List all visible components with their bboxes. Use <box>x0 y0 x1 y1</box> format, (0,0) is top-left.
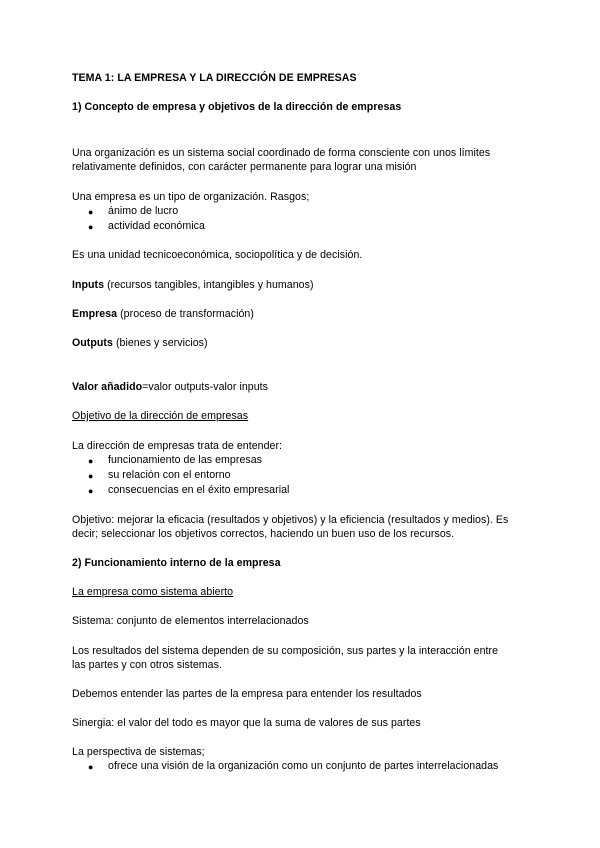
organization-definition-line-2: relativamente definidos, con carácter permanente para lograr una misión <box>72 161 417 173</box>
empresa-term: Empresa <box>72 308 118 320</box>
section-1-heading: 1) Concepto de empresa y objetivos de la dirección de empresas <box>72 101 402 113</box>
list-item-perspectiva: ofrece una visión de la organización como un conjunto de partes interrelacionadas <box>108 760 499 772</box>
bullet-icon: ● <box>88 222 94 232</box>
bullet-icon: ● <box>88 456 94 466</box>
objetivo-subheading: Objetivo de la dirección de empresas <box>72 410 249 422</box>
resultados-line-2: las partes y con otros sistemas. <box>72 659 222 671</box>
bullet-icon: ● <box>88 486 94 496</box>
organization-definition-line-1: Una organización es un sistema social coordinado de forma consciente con unos límites <box>72 147 491 159</box>
empresa-description: (proceso de transformación) <box>117 308 254 320</box>
direccion-intro: La dirección de empresas trata de entender: <box>72 440 283 452</box>
valor-anadido-formula: =valor outputs-valor inputs <box>142 381 269 393</box>
sistema-definition: Sistema: conjunto de elementos interrelacionados <box>72 615 309 627</box>
bullet-icon: ● <box>88 471 94 481</box>
outputs-line <box>72 336 208 350</box>
sistema-abierto-subheading: La empresa como sistema abierto <box>72 586 234 598</box>
inputs-line <box>72 278 314 292</box>
valor-anadido-term: Valor añadido <box>72 381 143 393</box>
inputs-description: (recursos tangibles, intangibles y humanos) <box>104 279 314 291</box>
bullet-icon: ● <box>88 207 94 217</box>
list-item-rasgo: ánimo de lucro <box>108 205 179 217</box>
outputs-description: (bienes y servicios) <box>112 337 208 349</box>
list-item-direccion: funcionamiento de las empresas <box>108 454 263 466</box>
objetivo-line-2: decir; seleccionar los objetivos correctos, haciendo un buen uso de los recursos. <box>72 528 455 540</box>
section-2-heading: 2) Funcionamiento interno de la empresa <box>72 557 281 569</box>
document-title: TEMA 1: LA EMPRESA Y LA DIRECCIÓN DE EMPRESAS <box>72 72 357 84</box>
company-definition: Una empresa es un tipo de organización. Rasgos; <box>72 191 310 203</box>
sinergia-text: Sinergia: el valor del todo es mayor que la suma de valores de sus partes <box>72 717 421 729</box>
resultados-line-1: Los resultados del sistema dependen de su composición, sus partes y la interacción entre <box>72 645 499 657</box>
outputs-term: Outputs <box>72 337 113 349</box>
bullet-icon: ● <box>88 762 94 772</box>
list-item-rasgo: actividad económica <box>108 220 205 232</box>
empresa-line <box>72 307 254 321</box>
perspectiva-intro: La perspectiva de sistemas; <box>72 746 205 758</box>
list-item-direccion: su relación con el entorno <box>108 469 231 481</box>
debemos-text: Debemos entender las partes de la empresa para entender los resultados <box>72 688 422 700</box>
unidad-text: Es una unidad tecnicoeconómica, sociopolítica y de decisión. <box>72 249 363 261</box>
inputs-term: Inputs <box>72 279 105 291</box>
valor-anadido-line <box>72 380 268 394</box>
objetivo-line-1: Objetivo: mejorar la eficacia (resultados y objetivos) y la eficiencia (resultados y medios). Es <box>72 514 509 526</box>
list-item-direccion: consecuencias en el éxito empresarial <box>108 484 290 496</box>
